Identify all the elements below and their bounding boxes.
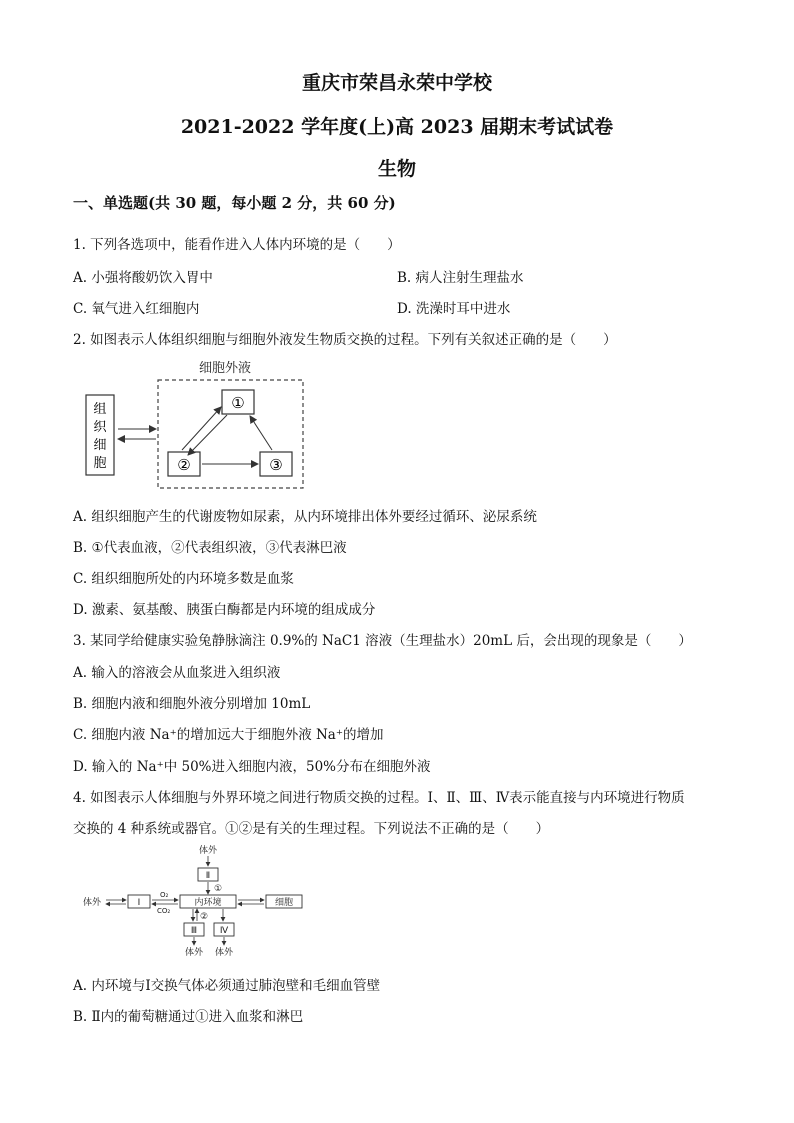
q3-option-d: D. 输入的 Na⁺中 50%进入细胞内液，50%分布在细胞外液	[73, 759, 431, 775]
q1-option-b: B. 病人注射生理盐水	[397, 270, 524, 286]
school-name: 重庆市荣昌永荣中学校	[301, 72, 492, 94]
q4-option-a: A. 内环境与Ⅰ交换气体必须通过肺泡壁和毛细血管壁	[73, 978, 381, 994]
q1-option-a: A. 小强将酸奶饮入胃中	[73, 270, 213, 286]
figure-material-exchange	[78, 843, 318, 961]
question-2-stem: 2. 如图表示人体组织细胞与细胞外液发生物质交换的过程。下列有关叙述正确的是（ ）	[73, 332, 617, 348]
q2-option-a: A. 组织细胞产生的代谢废物如尿素，从内环境排出体外要经过循环、泌尿系统	[73, 509, 537, 525]
organ-I-label: Ⅰ	[137, 898, 141, 908]
process-1-label: ①	[214, 884, 223, 894]
q3-option-b: B. 细胞内液和细胞外液分别增加 10mL	[73, 696, 311, 712]
outside-bottom-1-label: 体外	[184, 948, 204, 958]
tissue-cell-char-4: 胞	[93, 456, 107, 471]
outside-left-label: 体外	[83, 898, 102, 908]
node-2-label: ②	[177, 456, 191, 474]
q2-option-c: C. 组织细胞所处的内环境多数是血浆	[73, 571, 294, 587]
q2-option-b: B. ①代表血液，②代表组织液，③代表淋巴液	[73, 540, 347, 556]
q3-option-c: C. 细胞内液 Na⁺的增加远大于细胞外液 Na⁺的增加	[73, 727, 384, 743]
tissue-cell-char-3: 细	[93, 438, 107, 453]
question-1-stem: 1. 下列各选项中，能看作进入人体内环境的是（ ）	[73, 237, 401, 253]
organ-IV-label: Ⅳ	[219, 926, 229, 936]
organ-II-label: Ⅱ	[205, 871, 211, 881]
o2-label: O₂	[160, 891, 169, 899]
q4-option-b: B. Ⅱ内的葡萄糖通过①进入血浆和淋巴	[73, 1009, 304, 1025]
figure-exchange-diagram	[80, 355, 320, 495]
subject-title: 生物	[377, 158, 416, 180]
question-4-stem-line-1: 4. 如图表示人体细胞与外界环境之间进行物质交换的过程。Ⅰ、Ⅱ、Ⅲ、Ⅳ表示能直接与内环境进行物质	[73, 790, 685, 806]
node-3-label: ③	[269, 456, 283, 474]
tissue-cell-char-2: 织	[93, 420, 107, 435]
arrow-3-to-1	[250, 416, 272, 450]
cell-label: 细胞	[274, 898, 294, 908]
organ-III-label: Ⅲ	[190, 926, 198, 936]
arrow-2-to-1	[182, 407, 221, 450]
question-3-stem: 3. 某同学给健康实验兔静脉滴注 0.9%的 NaC1 溶液（生理盐水）20mL 后，会出现的现象是（ ）	[73, 633, 692, 649]
process-2-label: ②	[200, 912, 209, 922]
internal-environment-label: 内环境	[194, 898, 222, 908]
outside-top-label: 体外	[198, 846, 218, 856]
extracellular-label: 细胞外液	[198, 361, 252, 376]
q2-option-d: D. 激素、氨基酸、胰蛋白酶都是内环境的组成成分	[73, 602, 376, 618]
outside-bottom-2-label: 体外	[214, 948, 234, 958]
q3-option-a: A. 输入的溶液会从血浆进入组织液	[73, 665, 281, 681]
co2-label: CO₂	[157, 907, 171, 915]
arrow-1-to-2	[188, 415, 227, 455]
section-heading: 一、单选题(共 30 题，每小题 2 分，共 60 分)	[73, 194, 396, 212]
node-1-label: ①	[231, 394, 245, 412]
tissue-cell-char-1: 组	[93, 402, 107, 417]
q1-option-d: D. 洗澡时耳中进水	[397, 301, 511, 317]
question-4-stem-line-2: 交换的 4 种系统或器官。①②是有关的生理过程。下列说法不正确的是（ ）	[73, 821, 550, 837]
q1-option-c: C. 氧气进入红细胞内	[73, 301, 200, 317]
exam-title: 2021-2022 学年度(上)高 2023 届期末考试试卷	[180, 116, 614, 138]
